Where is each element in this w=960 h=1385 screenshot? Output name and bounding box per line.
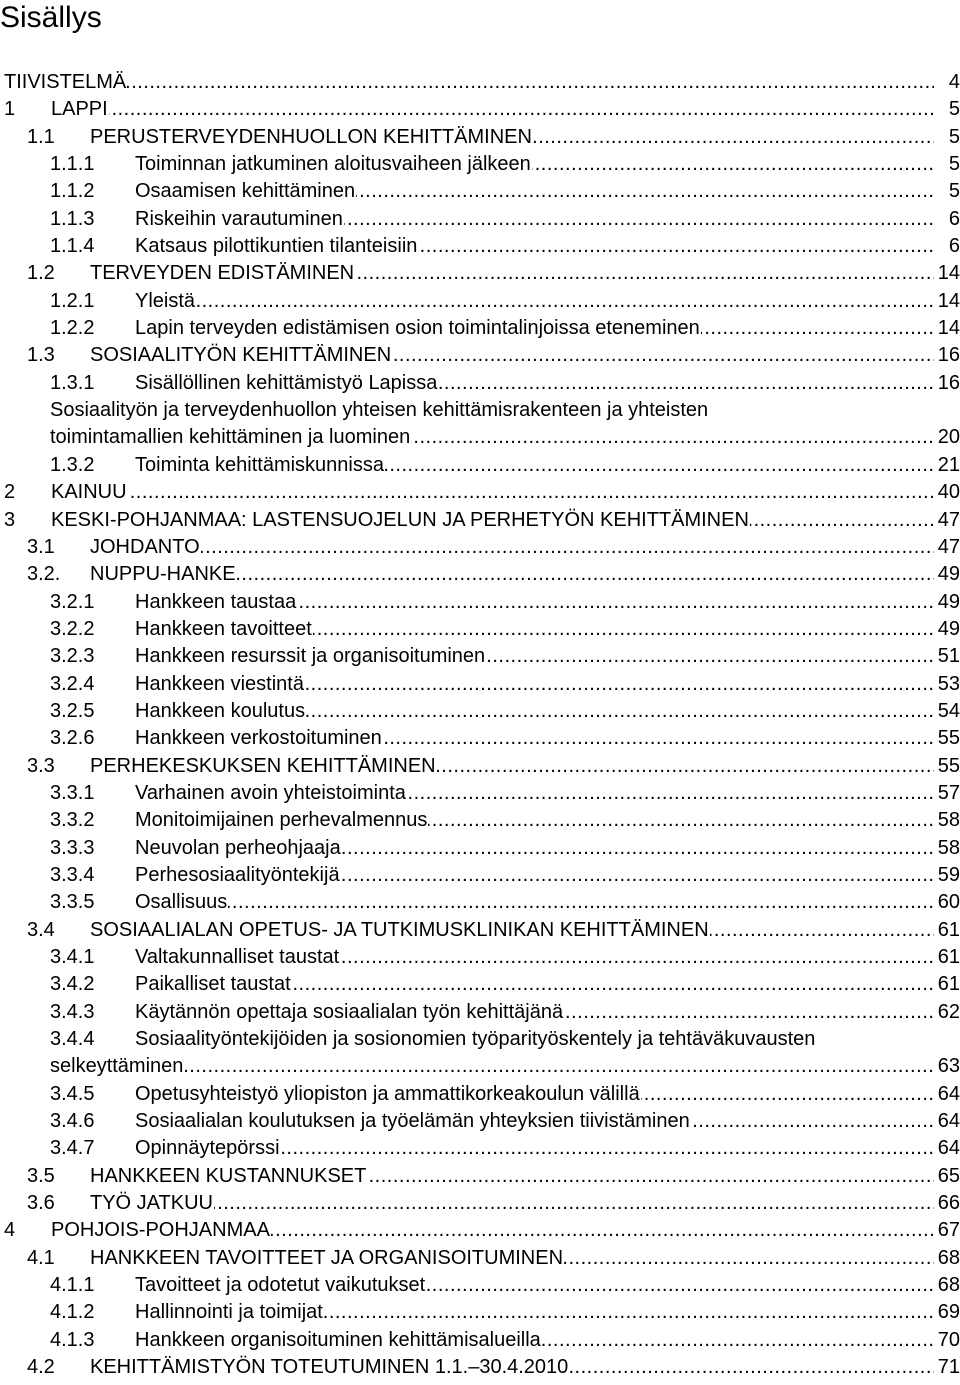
toc-entry-title: PERHEKESKUKSEN KEHITTÄMINEN <box>90 754 436 777</box>
toc-entry-page: 49 <box>937 616 960 643</box>
toc-entry-page: 71 <box>937 1354 960 1381</box>
toc-entry-number: 3.2. <box>27 563 61 586</box>
toc-entry-title: Opetusyhteistyö yliopiston ja ammattikorkeakoulun välillä <box>135 1082 640 1105</box>
toc-entry-number: 3.2.5 <box>50 699 95 722</box>
toc-entry-page: 47 <box>937 534 960 561</box>
toc-entry-number: 1.2.1 <box>50 289 95 312</box>
toc-entry-title: HANKKEEN KUSTANNUKSET <box>90 1164 367 1187</box>
toc-entry-number: 3.4.3 <box>50 1000 95 1023</box>
toc-entry[interactable] <box>0 315 960 342</box>
toc-entry-page: 47 <box>937 507 960 534</box>
toc-entry-title: Hankkeen organisoituminen kehittämisalueilla <box>135 1328 541 1351</box>
toc-entry[interactable] <box>0 589 960 616</box>
toc-entry[interactable] <box>0 206 960 233</box>
toc-entry-page: 16 <box>937 342 960 369</box>
toc-entry-title: Katsaus pilottikuntien tilanteisiin <box>135 235 418 258</box>
toc-entry-page: 57 <box>937 780 960 807</box>
toc-entry-page: 20 <box>937 424 960 451</box>
toc-entry-number: 1.1.3 <box>50 207 95 230</box>
toc-entry-number: 3.6 <box>27 1192 55 1215</box>
toc-entry[interactable] <box>0 725 960 752</box>
toc-entry[interactable] <box>0 288 960 315</box>
toc-entry-title: NUPPU-HANKE <box>90 563 236 586</box>
toc-entry[interactable] <box>0 835 960 862</box>
toc-entry[interactable] <box>0 944 960 971</box>
toc-entry-number: 3.4.7 <box>50 1137 95 1160</box>
toc-entry-number: 3.4 <box>27 918 55 941</box>
toc-entry-number: 1.1 <box>27 125 55 148</box>
toc-entry-title: Sosiaalityön ja terveydenhuollon yhteisen kehittämisrakenteen ja yhteisten <box>50 399 709 422</box>
toc-entry-page: 67 <box>937 1217 960 1244</box>
toc-entry[interactable] <box>0 1081 960 1108</box>
toc-entry-page: 64 <box>937 1108 960 1135</box>
toc-entry-number: 4.1.1 <box>50 1274 95 1297</box>
toc-entry[interactable] <box>0 1354 960 1381</box>
toc-entry-title: Varhainen avoin yhteistoiminta <box>135 781 406 804</box>
toc-entry-number: 3.3 <box>27 754 55 777</box>
toc-entry-page: 21 <box>937 452 960 479</box>
toc-entry-number: 3.1 <box>27 535 55 558</box>
toc-entry-number: 3.4.1 <box>50 946 95 968</box>
toc-entry[interactable] <box>0 1053 960 1080</box>
toc-entry[interactable] <box>0 507 960 534</box>
toc-entry-number: 3.3.4 <box>50 863 95 886</box>
toc-entry-title: KESKI-POHJANMAA: LASTENSUOJELUN JA PERHETYÖN KEHITTÄMINEN <box>51 508 749 531</box>
toc-entry-number: 3 <box>4 508 16 531</box>
toc-entry-page: 62 <box>937 999 960 1026</box>
toc-entry-number: 3.2.3 <box>50 645 95 668</box>
toc-entry-number: 3.4.6 <box>50 1110 95 1133</box>
toc-entry-number: 4.1.2 <box>50 1301 95 1324</box>
toc-entry-number: 4.2 <box>27 1356 55 1379</box>
toc-entry[interactable] <box>0 233 960 260</box>
toc-entry-page: 6 <box>948 206 960 233</box>
toc-entry[interactable] <box>0 671 960 698</box>
toc-entry[interactable] <box>0 260 960 287</box>
toc-entry-page: 14 <box>937 315 960 342</box>
toc-entry-page: 61 <box>937 944 960 971</box>
toc-entry[interactable] <box>0 1108 960 1135</box>
toc-entry-title: Osaamisen kehittäminen <box>135 180 356 203</box>
toc-entry-number: 4 <box>4 1219 16 1242</box>
toc-entry[interactable] <box>0 971 960 998</box>
toc-entry-title: Lapin terveyden edistämisen osion toimintalinjoissa eteneminen <box>135 317 700 340</box>
toc-entry[interactable] <box>0 862 960 889</box>
toc-entry-title: TYÖ JATKUU <box>90 1192 213 1215</box>
toc-entry-number: 3.3.1 <box>50 781 95 804</box>
toc-entry-number: 1.3 <box>27 344 55 367</box>
toc-entry-title: HANKKEEN TAVOITTEET JA ORGANISOITUMINEN <box>90 1246 564 1269</box>
toc-entry[interactable] <box>0 889 960 916</box>
toc-entry[interactable] <box>0 1327 960 1354</box>
toc-entry-title: Toiminta kehittämiskunnissa <box>135 453 384 476</box>
toc-entry[interactable] <box>0 780 960 807</box>
toc-entry[interactable] <box>0 1299 960 1326</box>
toc-entry[interactable] <box>0 698 960 725</box>
toc-entry-title: Käytännön opettaja sosiaalialan työn kehittäjänä <box>135 1000 564 1023</box>
toc-entry-page: 4 <box>948 69 960 96</box>
toc-entry-title: KEHITTÄMISTYÖN TOTEUTUMINEN 1.1.–30.4.2010 <box>90 1356 569 1379</box>
toc-entry[interactable] <box>0 1272 960 1299</box>
toc-entry-page: 5 <box>948 178 960 205</box>
toc-entry[interactable] <box>0 917 960 944</box>
toc-entry-page: 55 <box>937 753 960 780</box>
toc-entry-number: 3.3.3 <box>50 836 95 859</box>
toc-entry-title: SOSIAALITYÖN KEHITTÄMINEN <box>90 344 392 367</box>
toc-entry-title: Neuvolan perheohjaaja <box>135 836 341 859</box>
toc-entry[interactable] <box>0 643 960 670</box>
toc-entry-page: 5 <box>948 96 960 123</box>
toc-entry-number: 3.3.5 <box>50 891 95 914</box>
toc-entry-page: 60 <box>937 889 960 916</box>
toc-entry-number: 3.2.2 <box>50 617 95 640</box>
toc-entry-title: Toiminnan jatkuminen aloitusvaiheen jälkeen <box>135 153 531 176</box>
toc-entry-number: 3.5 <box>27 1164 55 1187</box>
page-title: Sisällys <box>0 1 102 34</box>
toc-entry-page: 5 <box>948 151 960 178</box>
toc-entry[interactable] <box>0 124 960 151</box>
toc-entry[interactable] <box>0 999 960 1026</box>
table-of-contents <box>0 69 960 1382</box>
toc-entry[interactable] <box>0 151 960 178</box>
toc-entry[interactable] <box>0 370 960 397</box>
toc-entry-title: Sosiaalityöntekijöiden ja sosionomien työparityöskentely ja tehtäväkuvausten <box>135 1028 816 1051</box>
toc-entry[interactable] <box>0 479 960 506</box>
toc-entry-title: KAINUU <box>51 481 127 504</box>
toc-entry-page: 49 <box>937 589 960 616</box>
toc-entry-number: 1.3.2 <box>50 453 95 476</box>
toc-entry-title: Tavoitteet ja odotetut vaikutukset <box>135 1274 426 1297</box>
toc-entry-page: 68 <box>937 1245 960 1272</box>
toc-entry[interactable] <box>0 1026 960 1053</box>
toc-entry-page: 53 <box>937 671 960 698</box>
toc-entry-page: 61 <box>937 917 960 944</box>
toc-entry-number: 3.2.4 <box>50 672 95 695</box>
toc-entry-title: SOSIAALIALAN OPETUS- JA TUTKIMUSKLINIKAN KEHITTÄMINEN <box>90 918 709 941</box>
toc-entry-number: 3.3.2 <box>50 809 95 832</box>
toc-entry-title: POHJOIS-POHJANMAA <box>51 1219 270 1242</box>
toc-entry-title: Osallisuus <box>135 891 228 914</box>
toc-entry[interactable] <box>0 753 960 780</box>
toc-entry-title: Hankkeen viestintä <box>135 672 304 695</box>
toc-entry-title: Sisällöllinen kehittämistyö Lapissa <box>135 371 438 394</box>
toc-entry-page: 55 <box>937 725 960 752</box>
toc-entry-title: JOHDANTO <box>90 535 200 558</box>
toc-entry[interactable] <box>0 561 960 588</box>
toc-entry-title: Opinnäytepörssi <box>135 1137 280 1160</box>
toc-entry-page: 6 <box>948 233 960 260</box>
toc-entry-page: 5 <box>948 124 960 151</box>
toc-entry-page: 58 <box>937 807 960 834</box>
toc-entry-title: toimintamallien kehittäminen ja luominen <box>50 426 411 449</box>
toc-entry-title: TERVEYDEN EDISTÄMINEN <box>90 262 355 285</box>
toc-entry-title: Sosiaalialan koulutuksen ja työelämän yhteyksien tiivistäminen <box>135 1110 690 1133</box>
toc-entry-number: 3.2.1 <box>50 590 95 613</box>
toc-entry-page: 65 <box>937 1163 960 1190</box>
toc-entry-title: Hallinnointi ja toimijat <box>135 1301 323 1324</box>
toc-entry-number: 2 <box>4 481 16 504</box>
toc-entry-title: Yleistä <box>135 289 196 312</box>
toc-entry-number: 3.4.5 <box>50 1082 95 1105</box>
toc-entry-page: 64 <box>937 1081 960 1108</box>
toc-entry[interactable] <box>0 534 960 561</box>
toc-entry[interactable] <box>0 1190 960 1217</box>
toc-entry[interactable] <box>0 397 960 424</box>
toc-entry[interactable] <box>0 452 960 479</box>
toc-entry[interactable] <box>0 1163 960 1190</box>
toc-entry-title: selkeyttäminen <box>50 1055 184 1078</box>
toc-entry-number: 1.2.2 <box>50 317 95 340</box>
toc-entry[interactable] <box>0 1135 960 1162</box>
toc-entry-number: 1.1.4 <box>50 235 95 258</box>
toc-entry[interactable] <box>0 1245 960 1272</box>
toc-entry-page: 14 <box>937 288 960 315</box>
toc-entry-number: 1.3.1 <box>50 371 95 394</box>
toc-entry-page: 70 <box>937 1327 960 1354</box>
toc-entry-page: 58 <box>937 835 960 862</box>
toc-entry-page: 40 <box>937 479 960 506</box>
toc-entry-page: 64 <box>937 1135 960 1162</box>
toc-entry[interactable] <box>0 96 960 123</box>
toc-entry-page: 69 <box>937 1299 960 1326</box>
toc-entry[interactable] <box>0 342 960 369</box>
toc-entry-number: 4.1 <box>27 1246 55 1269</box>
toc-entry-title: Paikalliset taustat <box>135 973 291 996</box>
toc-entry-title: Perhesosiaalityöntekijä <box>135 863 340 886</box>
toc-entry-number: 3.4.4 <box>50 1028 95 1051</box>
toc-entry-page: 66 <box>937 1190 960 1217</box>
toc-entry-number: 1.2 <box>27 262 55 285</box>
toc-entry-page: 63 <box>937 1053 960 1080</box>
toc-entry[interactable] <box>0 178 960 205</box>
toc-entry-number: 1 <box>4 98 16 121</box>
toc-entry[interactable] <box>0 69 960 96</box>
toc-entry-title: Riskeihin varautuminen <box>135 207 343 230</box>
toc-entry[interactable] <box>0 1217 960 1244</box>
toc-entry-title: Hankkeen taustaa <box>135 590 297 613</box>
toc-entry[interactable] <box>0 807 960 834</box>
toc-entry-title: Hankkeen resurssit ja organisoituminen <box>135 645 486 668</box>
toc-entry-title: LAPPI <box>51 98 108 121</box>
toc-entry-page: 54 <box>937 698 960 725</box>
toc-entry-page: 49 <box>937 561 960 588</box>
toc-entry[interactable] <box>0 424 960 451</box>
toc-entry-number: 1.1.2 <box>50 180 95 203</box>
toc-entry-title: Hankkeen verkostoituminen <box>135 727 382 750</box>
toc-entry-title: PERUSTERVEYDENHUOLLON KEHITTÄMINEN <box>90 125 532 148</box>
toc-entry-page: 16 <box>937 370 960 397</box>
toc-entry-title: Hankkeen koulutus <box>135 699 306 722</box>
toc-entry-title: Hankkeen tavoitteet <box>135 617 312 640</box>
toc-entry-page: 59 <box>937 862 960 889</box>
toc-entry-page: 61 <box>937 971 960 998</box>
toc-entry-page: 51 <box>937 643 960 670</box>
toc-entry[interactable] <box>0 616 960 643</box>
toc-entry-page: 68 <box>937 1272 960 1299</box>
toc-entry-title: Monitoimijainen perhevalmennus <box>135 809 428 832</box>
toc-entry-title: TIIVISTELMÄ <box>4 71 127 93</box>
toc-entry-number: 3.2.6 <box>50 727 95 750</box>
toc-entry-number: 4.1.3 <box>50 1328 95 1351</box>
toc-entry-number: 3.4.2 <box>50 973 95 996</box>
toc-entry-title: Valtakunnalliset taustat <box>135 946 340 968</box>
toc-entry-number: 1.1.1 <box>50 153 95 176</box>
toc-entry-page: 14 <box>937 260 960 287</box>
